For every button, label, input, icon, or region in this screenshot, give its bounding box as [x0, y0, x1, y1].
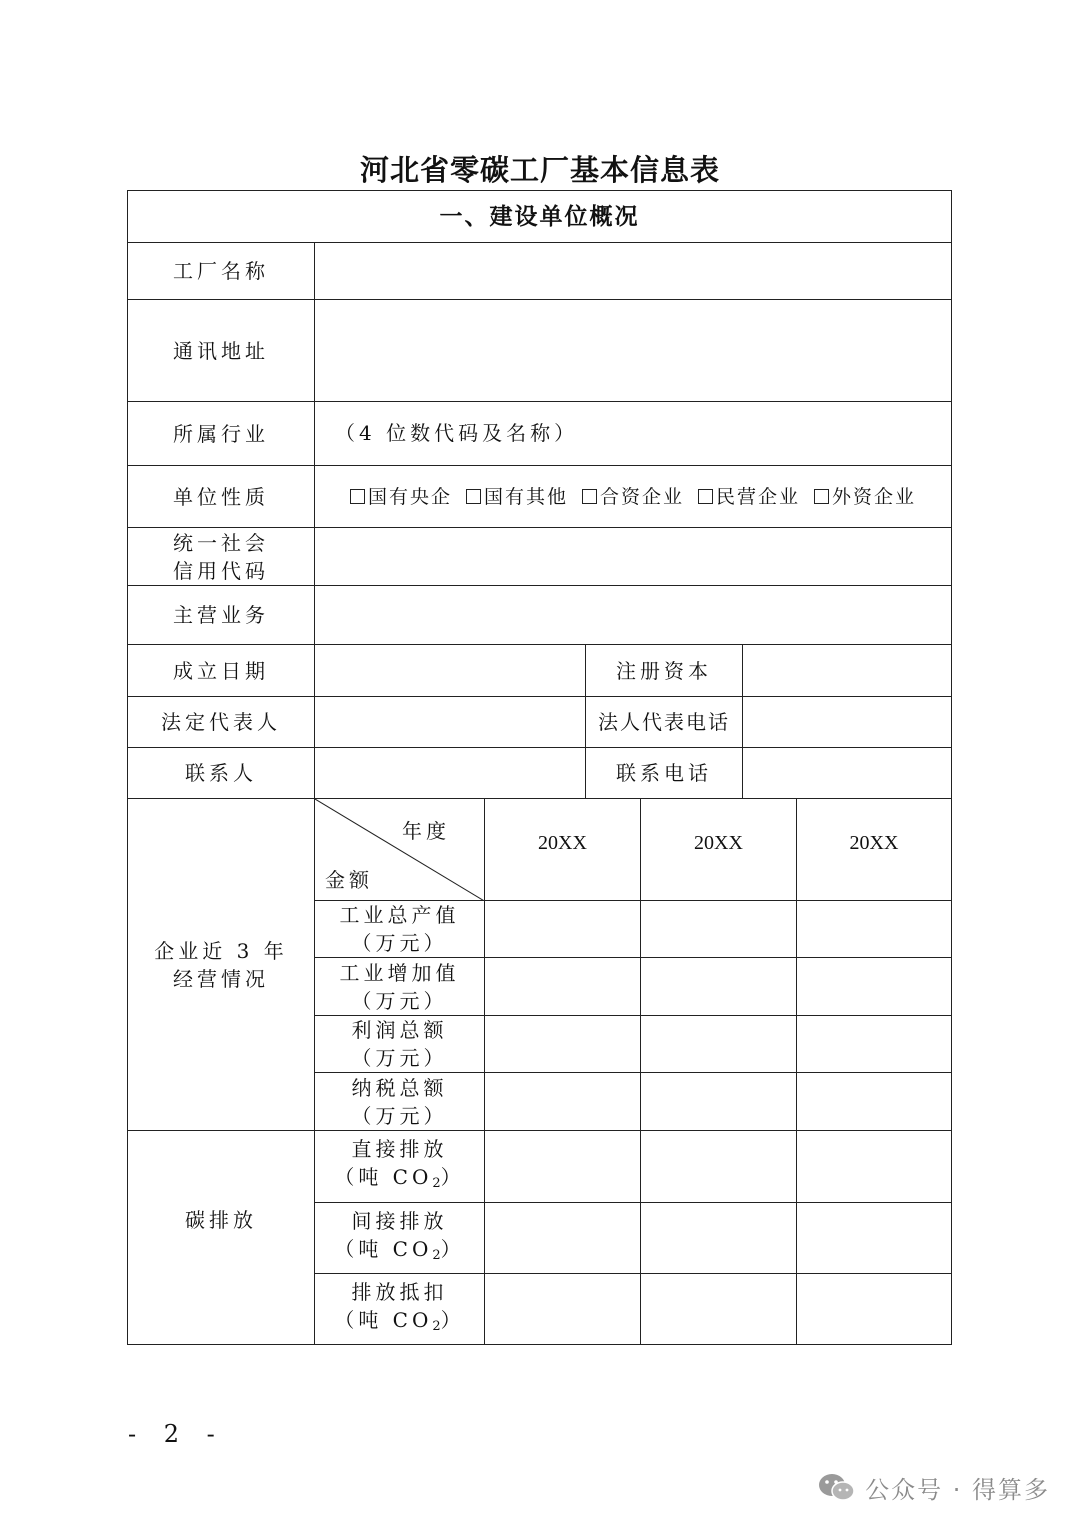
- ops-value-cell[interactable]: [796, 1015, 952, 1073]
- carbon-value-cell[interactable]: [796, 1130, 952, 1203]
- ops-value-cell[interactable]: [484, 900, 641, 958]
- carbon-row-label: 间接排放 （吨 $CO_2$）: [314, 1202, 485, 1274]
- checkbox-icon: [582, 489, 597, 504]
- section-title: 一、建设单位概况: [127, 190, 952, 243]
- main-business-field[interactable]: [314, 585, 952, 645]
- nature-option-private[interactable]: 民营企业: [698, 483, 800, 511]
- registered-capital-label: 注册资本: [585, 644, 743, 697]
- watermark: [817, 1470, 1050, 1505]
- factory-name-field[interactable]: [314, 242, 952, 300]
- ops-value-cell[interactable]: [640, 957, 797, 1016]
- nature-option-central-soe[interactable]: 国有央企: [350, 483, 452, 511]
- ops-value-cell[interactable]: [484, 957, 641, 1016]
- contact-phone-field[interactable]: [742, 747, 952, 799]
- carbon-value-cell[interactable]: [484, 1202, 641, 1274]
- founded-date-label: 成立日期: [127, 644, 315, 697]
- carbon-unit: （吨 $CO_2$）: [334, 1165, 465, 1191]
- contact-field[interactable]: [314, 747, 586, 799]
- year-label: 年度: [402, 819, 450, 843]
- year-amount-header: [314, 798, 485, 901]
- operations-header: 企业近 3 年 经营情况: [127, 798, 315, 1131]
- ops-value-cell[interactable]: [796, 957, 952, 1016]
- amount-label: 金额: [325, 868, 373, 892]
- carbon-value-cell[interactable]: [796, 1273, 952, 1345]
- credit-code-field[interactable]: [314, 527, 952, 586]
- main-business-label: 主营业务: [127, 585, 315, 645]
- legal-rep-phone-field[interactable]: [742, 696, 952, 748]
- ops-value-cell[interactable]: [484, 1072, 641, 1131]
- ops-value-cell[interactable]: [796, 1072, 952, 1131]
- carbon-value-cell[interactable]: [640, 1130, 797, 1203]
- carbon-value-cell[interactable]: [640, 1273, 797, 1345]
- carbon-value-cell[interactable]: [796, 1202, 952, 1274]
- watermark-text: 公众号 · 得算多: [865, 1476, 1050, 1504]
- year-header: 20XX: [484, 798, 641, 901]
- carbon-value-cell[interactable]: [640, 1202, 797, 1274]
- registered-capital-field[interactable]: [742, 644, 952, 697]
- legal-rep-field[interactable]: [314, 696, 586, 748]
- year-header: 20XX: [640, 798, 797, 901]
- carbon-row-label: 直接排放 （吨 $CO_2$）: [314, 1130, 485, 1203]
- checkbox-icon: [814, 489, 829, 504]
- checkbox-icon: [350, 489, 365, 504]
- carbon-unit: （吨 $CO_2$）: [334, 1307, 465, 1334]
- year-header: 20XX: [796, 798, 952, 901]
- address-label: 通讯地址: [127, 299, 315, 402]
- credit-code-label: 统一社会 信用代码: [127, 527, 315, 586]
- factory-name-label: 工厂名称: [127, 242, 315, 300]
- ops-row-label: 工业总产值 （万元）: [314, 900, 485, 958]
- ops-row-label: 工业增加值 （万元）: [314, 957, 485, 1016]
- industry-label: 所属行业: [127, 401, 315, 466]
- carbon-value-cell[interactable]: [484, 1130, 641, 1203]
- contact-label: 联系人: [127, 747, 315, 799]
- industry-field[interactable]: [314, 401, 952, 466]
- contact-phone-label: 联系电话: [585, 747, 743, 799]
- nature-option-joint-venture[interactable]: 合资企业: [582, 483, 684, 511]
- ops-value-cell[interactable]: [640, 900, 797, 958]
- ops-row-label: 纳税总额 （万元）: [314, 1072, 485, 1131]
- info-table: [127, 190, 952, 1345]
- checkbox-icon: [698, 489, 713, 504]
- wechat-icon: [817, 1472, 857, 1504]
- nature-label: 单位性质: [127, 465, 315, 528]
- page-number: - 2 -: [128, 1420, 225, 1448]
- document-title: 河北省零碳工厂基本信息表: [359, 153, 720, 187]
- nature-options: [314, 465, 952, 528]
- ops-value-cell[interactable]: [484, 1015, 641, 1073]
- nature-option-other-soe[interactable]: 国有其他: [466, 483, 568, 511]
- ops-row-label: 利润总额 （万元）: [314, 1015, 485, 1073]
- carbon-row-label: 排放抵扣 （吨 $CO_2$）: [314, 1273, 485, 1345]
- carbon-value-cell[interactable]: [484, 1273, 641, 1345]
- checkbox-icon: [466, 489, 481, 504]
- ops-value-cell[interactable]: [640, 1015, 797, 1073]
- industry-hint: （4 位数代码及名称）: [335, 421, 579, 445]
- founded-date-field[interactable]: [314, 644, 586, 697]
- nature-option-foreign[interactable]: 外资企业: [814, 483, 916, 511]
- ops-value-cell[interactable]: [796, 900, 952, 958]
- ops-value-cell[interactable]: [640, 1072, 797, 1131]
- carbon-header: 碳排放: [127, 1130, 315, 1345]
- address-field[interactable]: [314, 299, 952, 402]
- legal-rep-label: 法定代表人: [127, 696, 315, 748]
- legal-rep-phone-label: 法人代表电话: [585, 696, 743, 748]
- carbon-unit: （吨 $CO_2$）: [334, 1236, 465, 1263]
